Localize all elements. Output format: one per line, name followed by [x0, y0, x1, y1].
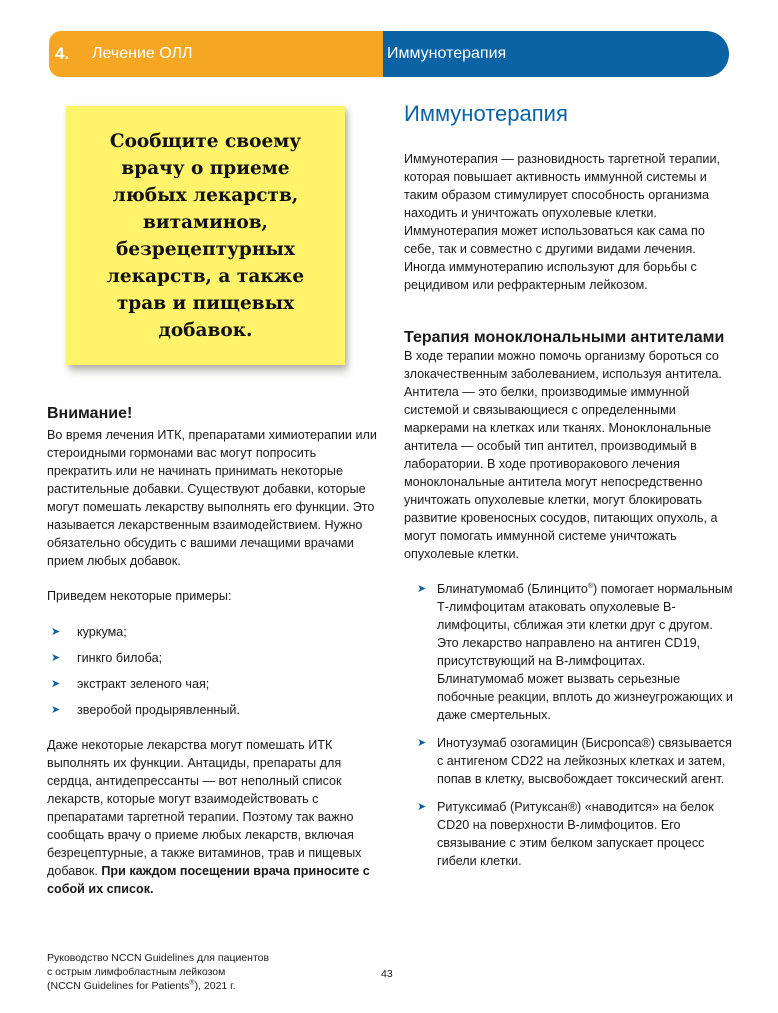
examples-list	[47, 623, 377, 719]
arrow-bullet-icon: ➤	[417, 801, 427, 813]
warning-title: Внимание!	[47, 405, 133, 422]
warning-paragraph: Во время лечения ИТК, препаратами химиотерапии или стероидными гормонами вас могут попросить прекратить или не начинать принимать некоторые растительные добавки. Существуют добавки, которые могут помешать лекарству выполнять его функции. Это называется лекарственным взаимодействием. Нужно обязательно обсудить с вашими лечащими врачами прием любых добавок.	[47, 428, 377, 568]
chapter-tab	[49, 31, 383, 77]
footer-line: Руководство NCCN Guidelines для пациентов	[47, 952, 270, 964]
chapter-title: Лечение ОЛЛ	[92, 45, 193, 62]
sticky-note-text: Сообщите своему врачу о приеме любых лекарств, витаминов, безрецептурных лекарств, а также трав и пищевых добавок.	[106, 131, 305, 341]
antibodies-heading: Терапия моноклональными антителами	[404, 329, 725, 346]
arrow-bullet-icon: ➤	[417, 583, 427, 595]
immunotherapy-text: Иммунотерапия — разновидность таргетной терапии, которая повышает активность иммунной системы и таким образом стимулирует способность организма находить и уничтожать опухолевые клетки. Иммунотерапия может использоваться как сама по себе, так и совместно с другими видами лечения. Иногда иммунотерапию используют для борьбы с рецидивом или рефрактерным лейкозом.	[404, 152, 720, 292]
section-title: Иммунотерапия	[387, 45, 507, 62]
antibodies-text: В ходе терапии можно помочь организму бороться со злокачественным заболеванием, используя антитела. Антитела — это белки, производимые иммунной системой и связывающиеся с определенными маркерами на клетках или тканях. Моноклональные антитела — особый тип антител, производимый в лаборатории. В ходе противоракового лечения моноклональные антитела могут непосредственно уничтожать опухолевые клетки, могут блокировать развитие кровеносных сосудов, питающих опухоль, а могут помогать иммунной системе уничтожать опухолевые клетки.	[404, 349, 722, 561]
immunotherapy-section	[404, 100, 734, 870]
list-item: ➤ Блинатумомаб (Блинцито®) помогает нормальным Т-лимфоцитам атаковать опухолевые В-лимфоциты, сближая эти клетки друг с другом. Это лекарство направлено на антиген CD19, присутствующий на В-лимфоцитах. Блинатумомаб может вызвать серьезные побочные реакции, вплоть до жизнеугрожающих и даже смертельных.	[417, 582, 733, 722]
arrow-bullet-icon: ➤	[417, 737, 427, 749]
drug-list	[404, 580, 734, 870]
arrow-bullet-icon: ➤	[51, 704, 61, 716]
footer	[47, 951, 347, 993]
bring-list-note: При каждом посещении врача приносите с собой их список.	[47, 864, 370, 896]
footer-line: с острым лимфобластным лейкозом	[47, 966, 226, 978]
list-item: ➤ куркума;	[51, 625, 127, 639]
list-item: ➤ Инотузумаб озогамицин (Бисponса®) связывается с антигеном CD22 на лейкозных клетках и затем, попав в клетку, высвобождает токсический агент.	[417, 736, 732, 786]
list-item: ➤ Ритуксимаб (Ритуксан®) «наводится» на белок CD20 на поверхности В-лимфоцитов. Его связывание с этим белком запускает процесс гибели клетки.	[417, 800, 714, 868]
examples-intro: Приведем некоторые примеры:	[47, 589, 232, 603]
page-number: 43	[381, 968, 393, 980]
chapter-header	[49, 31, 729, 77]
list-item: ➤ экстракт зеленого чая;	[51, 677, 210, 691]
arrow-bullet-icon: ➤	[51, 626, 61, 638]
list-item: ➤ зверобой продырявленный.	[51, 703, 240, 717]
section-tab	[383, 31, 729, 77]
sticky-note	[66, 106, 345, 365]
warning-section	[47, 404, 377, 898]
section-heading: Иммунотерапия	[404, 101, 568, 126]
arrow-bullet-icon: ➤	[51, 678, 61, 690]
list-item: ➤ гинкго билоба;	[51, 651, 163, 665]
footer-line: (NCCN Guidelines for Patients®), 2021 г.	[47, 979, 236, 992]
arrow-bullet-icon: ➤	[51, 652, 61, 664]
chapter-number: 4.	[55, 44, 70, 63]
interactions-paragraph: Даже некоторые лекарства могут помешать ИТК выполнять их функции. Антациды, препараты для сердца, антидепрессанты — вот неполный список лекарств, которые могут взаимодействовать с препаратами таргетной терапии. Поэтому так важно сообщать врачу о приеме любых лекарств, включая безрецептурные, а также витаминов, трав и пищевых добавок. При каждом посещении врача приносите с собой их список.	[47, 738, 370, 896]
